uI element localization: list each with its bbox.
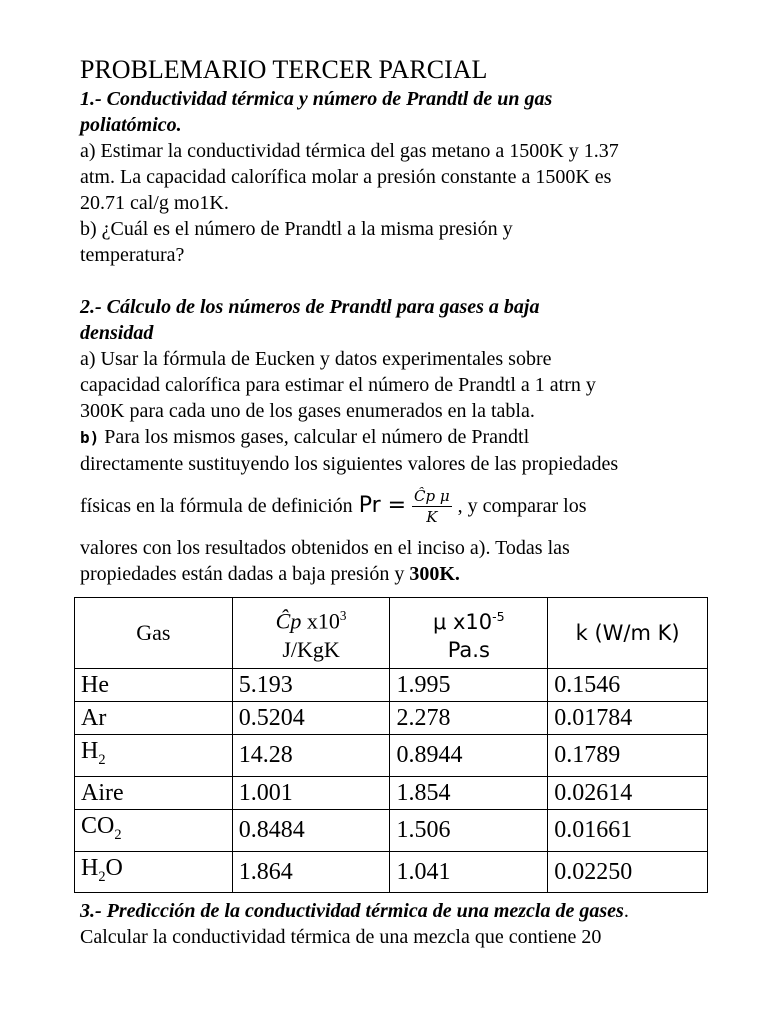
table-row bbox=[75, 809, 708, 851]
problem-2-a-line: 300K para cada uno de los gases enumerados en la tabla. bbox=[80, 400, 535, 422]
gas-name: H bbox=[81, 854, 99, 881]
cell-mu: 2.278 bbox=[390, 702, 548, 735]
cell-k: 0.01784 bbox=[548, 702, 708, 735]
problem-1-b-line: temperatura? bbox=[80, 244, 185, 266]
table-row bbox=[75, 669, 708, 702]
page-title: PROBLEMARIO TERCER PARCIAL bbox=[80, 55, 488, 84]
problem-2-b-line bbox=[80, 424, 720, 451]
header-mu bbox=[390, 598, 548, 669]
gas-subscript: 2 bbox=[98, 751, 106, 768]
formula-line bbox=[80, 477, 720, 535]
gas-name-tail: O bbox=[105, 854, 123, 881]
gas-name: Ar bbox=[81, 705, 107, 731]
cell-cp: 5.193 bbox=[232, 669, 390, 702]
problem-1-a-line: a) Estimar la conductividad térmica del gas metano a 1500K y 1.37 bbox=[80, 140, 619, 162]
table-header-row bbox=[75, 598, 708, 669]
cell-gas bbox=[75, 776, 233, 809]
cell-mu: 1.041 bbox=[390, 851, 548, 893]
formula-line-text: físicas en la fórmula de definición bbox=[80, 495, 353, 517]
cp-symbol: Ĉp bbox=[275, 608, 302, 634]
cell-mu: 1.995 bbox=[390, 669, 548, 702]
table-row bbox=[75, 851, 708, 893]
problem-1-a-line: 20.71 cal/g mo1K. bbox=[80, 192, 229, 214]
gas-name: Aire bbox=[81, 779, 124, 806]
prandtl-fraction bbox=[412, 486, 452, 527]
problem-2-heading-cont: densidad bbox=[80, 322, 154, 344]
cell-k: 0.01661 bbox=[548, 809, 708, 851]
table-row bbox=[75, 735, 708, 777]
gas-subscript: 2 bbox=[98, 868, 106, 885]
problem-2-b-label: b) bbox=[80, 428, 100, 447]
table-row bbox=[75, 702, 708, 735]
header-k: k (W/m K) bbox=[548, 598, 708, 669]
problem-2-b-line: directamente sustituyendo los siguientes valores de las propiedades bbox=[80, 453, 619, 475]
header-cp bbox=[232, 598, 390, 669]
cell-k: 0.02250 bbox=[548, 851, 708, 893]
gas-subscript: 2 bbox=[114, 826, 122, 843]
problem-1-b-line: b) ¿Cuál es el número de Prandtl a la misma presión y bbox=[80, 218, 513, 240]
problem-1-heading-cont: poliatómico. bbox=[80, 114, 182, 136]
header-gas: Gas bbox=[75, 598, 233, 669]
formula-line-tail: , y comparar los bbox=[457, 495, 587, 517]
cell-gas bbox=[75, 851, 233, 893]
cp-exponent: 3 bbox=[339, 608, 347, 624]
cell-gas bbox=[75, 702, 233, 735]
cell-mu: 1.854 bbox=[390, 776, 548, 809]
mu-unit: Pa.s bbox=[447, 637, 490, 662]
gas-name: CO bbox=[81, 812, 115, 839]
cell-k: 0.1789 bbox=[548, 735, 708, 777]
problem-2-b-text: Para los mismos gases, calcular el número de Prandtl bbox=[99, 426, 530, 448]
fraction-numerator: Ĉp μ bbox=[414, 486, 450, 505]
problem-2-b-text: propiedades están dadas a baja presión y bbox=[80, 563, 410, 585]
problem-3-heading: 3.- Predicción de la conductividad térmica de una mezcla de gases bbox=[80, 900, 624, 922]
cell-cp: 14.28 bbox=[232, 735, 390, 777]
cell-cp: 0.5204 bbox=[232, 702, 390, 735]
cell-k: 0.02614 bbox=[548, 776, 708, 809]
problem-3 bbox=[80, 898, 720, 950]
problem-3-heading-line bbox=[80, 898, 720, 924]
spacer bbox=[80, 268, 720, 294]
cell-cp: 0.8484 bbox=[232, 809, 390, 851]
problem-1-a-line: atm. La capacidad calorífica molar a presión constante a 1500K es bbox=[80, 166, 612, 188]
gas-name: He bbox=[81, 672, 109, 698]
cell-gas bbox=[75, 809, 233, 851]
cell-mu: 1.506 bbox=[390, 809, 548, 851]
problem-2-b-line bbox=[80, 561, 720, 587]
problem-2-a-line: capacidad calorífica para estimar el número de Prandtl a 1 atrn y bbox=[80, 374, 596, 396]
document-body bbox=[80, 54, 720, 587]
problem-2-b-line: valores con los resultados obtenidos en el inciso a). Todas las bbox=[80, 537, 570, 559]
temperature-bold: 300K. bbox=[409, 563, 460, 585]
mu-exponent: -5 bbox=[492, 608, 505, 624]
gas-name: H bbox=[81, 738, 99, 764]
problem-2-heading: 2.- Cálculo de los números de Prandtl para gases a baja bbox=[80, 296, 540, 318]
cell-gas bbox=[75, 735, 233, 777]
problem-3-line: Calcular la conductividad térmica de una mezcla que contiene 20 bbox=[80, 926, 602, 948]
cell-cp: 1.864 bbox=[232, 851, 390, 893]
cp-multiplier: x10 bbox=[301, 608, 340, 634]
problem-1-heading: 1.- Conductividad térmica y número de Prandtl de un gas bbox=[80, 88, 553, 110]
cell-k: 0.1546 bbox=[548, 669, 708, 702]
cell-gas bbox=[75, 669, 233, 702]
fraction-denominator: K bbox=[426, 507, 438, 526]
table-row bbox=[75, 776, 708, 809]
cp-unit: J/KgK bbox=[282, 636, 340, 662]
mu-symbol: μ x10 bbox=[432, 609, 493, 634]
gas-properties-table bbox=[74, 597, 708, 893]
heading-period: . bbox=[623, 900, 629, 922]
problem-2-a-line: a) Usar la fórmula de Eucken y datos experimentales sobre bbox=[80, 348, 552, 370]
cell-mu: 0.8944 bbox=[390, 735, 548, 777]
cell-cp: 1.001 bbox=[232, 776, 390, 809]
prandtl-symbol: Pr = bbox=[358, 493, 407, 518]
